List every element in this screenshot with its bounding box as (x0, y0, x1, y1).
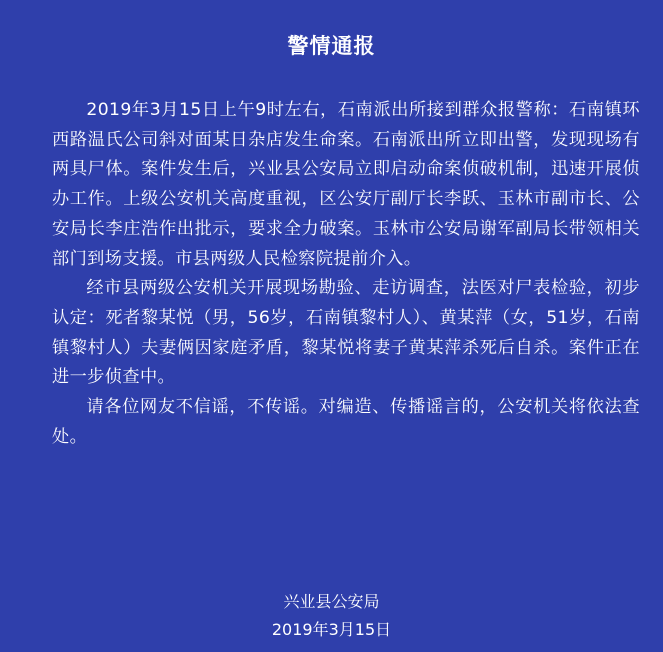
notice-title: 警情通报 (287, 34, 376, 58)
notice-paragraph: 2019年3月15日上午9时左右，石南派出所接到群众报警称：石南镇环西路温氏公司斜对面某日杂店发生命案。石南派出所立即出警，发现现场有两具尸体。案件发生后，兴业县公安局立即启动命案侦破机制，迅速开展侦办工作。上级公安机关高度重视，区公安厅副厅长李跃、玉林市副市长、公安局长李庄浩作出批示，要求全力破案。玉林市公安局谢军副局长带领相关部门到场支援。市县两级人民检察院提前介入。 (52, 100, 640, 269)
notice-paragraph: 经市县两级公安机关开展现场勘验、走访调查，法医对尸表检验，初步认定：死者黎某悦（男，56岁，石南镇黎村人）、黄某萍（女，51岁，石南镇黎村人）夫妻俩因家庭矛盾，黎某悦将妻子黄某萍杀死后自杀。案件正在进一步侦查中。 (52, 278, 640, 388)
notice-body (52, 96, 640, 452)
issue-date: 2019年3月15日 (271, 620, 392, 639)
issuer-name: 兴业县公安局 (283, 592, 380, 611)
notice-signature (0, 588, 663, 644)
notice-paragraph: 请各位网友不信谣，不传谣。对编造、传播谣言的，公安机关将依法查处。 (52, 397, 640, 447)
